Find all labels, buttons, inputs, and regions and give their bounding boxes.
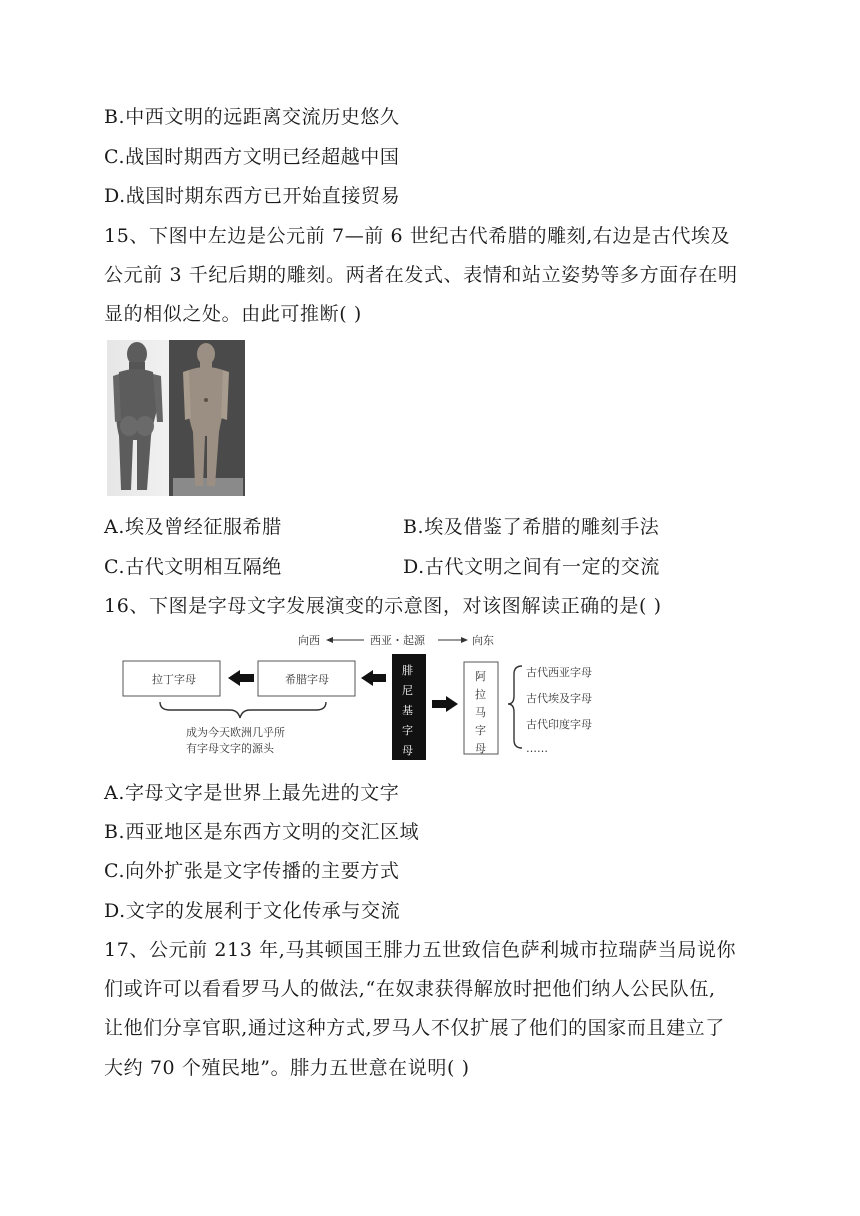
q14-option-b: B.中西文明的远距离交流历史悠久	[104, 106, 400, 128]
east-item-4: ……	[526, 742, 548, 755]
aramaic-char-4: 字	[475, 724, 486, 737]
q15-stem-line-3: 显的相似之处。由此可推断( )	[104, 303, 362, 325]
arrow-to-aramaic	[432, 696, 458, 712]
label-eastward: 向东	[472, 634, 494, 647]
aramaic-char-1: 阿	[475, 670, 486, 683]
q15-stem-line-2: 公元前 3 千纪后期的雕刻。两者在发式、表情和站立姿势等多方面存在明	[104, 264, 738, 286]
brace-note-line-2: 有字母文字的源头	[186, 742, 274, 755]
east-item-2: 古代埃及字母	[526, 692, 592, 705]
q16-stem: 16、下图是字母文字发展演变的示意图，对该图解读正确的是( )	[104, 595, 662, 617]
brace-note-line-1: 成为今天欧洲几乎所	[186, 726, 285, 739]
bottom-brace	[160, 702, 326, 718]
east-brace	[508, 666, 522, 748]
phoenician-char-3: 基	[402, 704, 413, 717]
east-item-3: 古代印度字母	[526, 718, 592, 731]
q15-option-a: A.埃及曾经征服希腊	[104, 516, 282, 538]
phoenician-char-2: 尼	[402, 684, 413, 697]
phoenician-char-5: 母	[402, 744, 413, 757]
aramaic-char-2: 拉	[475, 688, 486, 701]
east-item-1: 古代西亚字母	[526, 666, 592, 679]
q16-option-c: C.向外扩张是文字传播的主要方式	[104, 860, 400, 882]
arrow-to-greek	[361, 670, 386, 686]
greek-alphabet-label: 希腊字母	[285, 673, 329, 686]
q16-option-d: D.文字的发展利于文化传承与交流	[104, 900, 401, 922]
q16-option-a: A.字母文字是世界上最先进的文字	[104, 782, 400, 804]
q17-stem-line-4: 大约 70 个殖民地”。腓力五世意在说明( )	[104, 1057, 470, 1079]
phoenician-char-1: 腓	[402, 664, 413, 677]
label-west-asia-origin: 西亚・起源	[370, 634, 425, 647]
aramaic-char-3: 马	[475, 706, 486, 719]
aramaic-char-5: 母	[475, 742, 486, 755]
latin-alphabet-label: 拉丁字母	[152, 673, 196, 686]
q17-stem-line-1: 17、公元前 213 年,马其顿国王腓力五世致信色萨利城市拉瑞萨当局说你	[104, 939, 737, 961]
q15-option-c: C.古代文明相互隔绝	[104, 556, 282, 578]
q17-stem-line-2: 们或许可以看看罗马人的做法,“在奴隶获得解放时把他们纳人公民队伍,	[104, 978, 716, 1000]
q15-option-b: B.埃及借鉴了希腊的雕刻手法	[403, 516, 660, 538]
q14-option-c: C.战国时期西方文明已经超越中国	[104, 146, 400, 168]
q16-option-b: B.西亚地区是东西方文明的交汇区域	[104, 821, 420, 843]
arrow-to-latin	[228, 670, 254, 686]
alphabet-evolution-diagram	[120, 632, 620, 760]
q14-option-d: D.战国时期东西方已开始直接贸易	[104, 185, 401, 207]
q15-option-d: D.古代文明之间有一定的交流	[403, 556, 660, 578]
sculpture-photo	[107, 340, 245, 496]
q15-stem-line-1: 15、下图中左边是公元前 7—前 6 世纪古代希腊的雕刻,右边是古代埃及	[104, 225, 731, 247]
label-westward: 向西	[298, 634, 320, 647]
phoenician-char-4: 字	[402, 724, 413, 737]
q17-stem-line-3: 让他们分享官职,通过这种方式,罗马人不仅扩展了他们的国家而且建立了	[104, 1017, 725, 1039]
